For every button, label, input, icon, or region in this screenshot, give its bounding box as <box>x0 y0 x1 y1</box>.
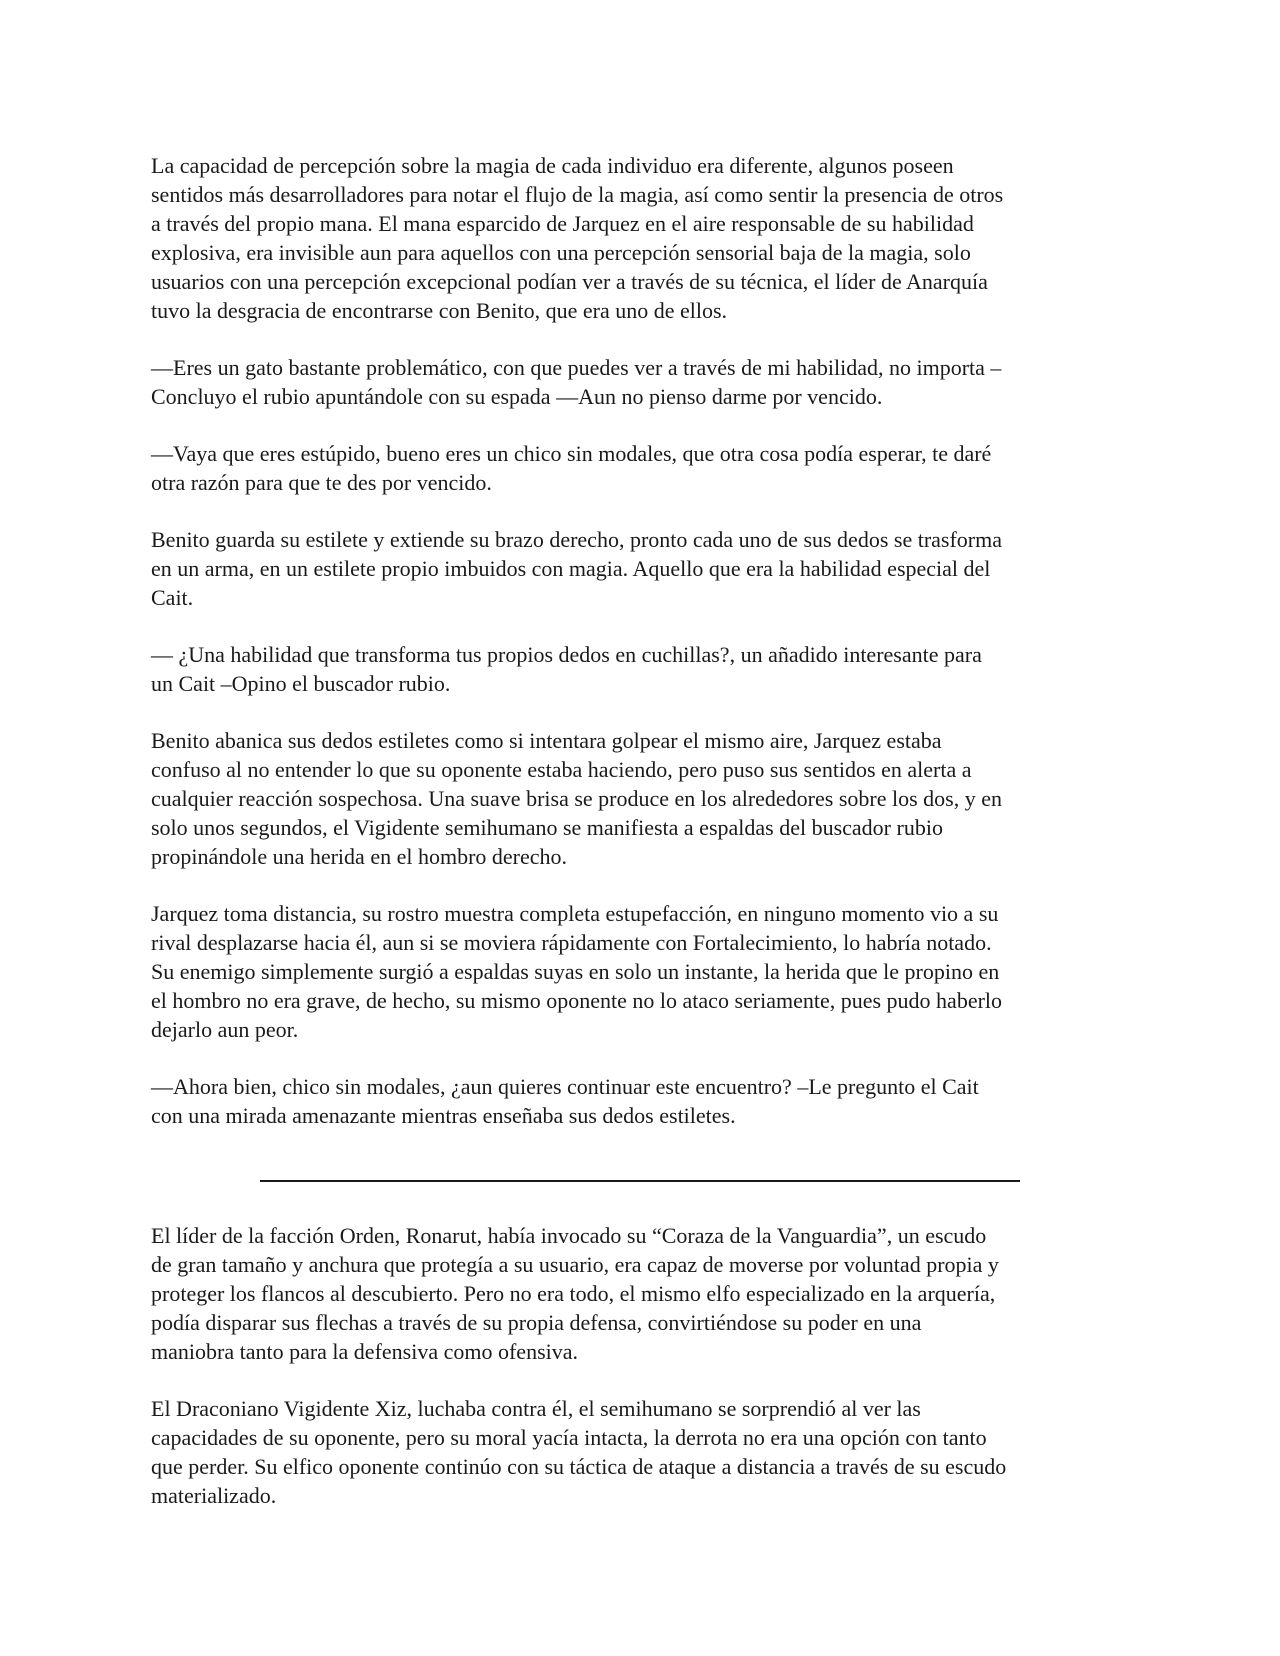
dialogue-paragraph: —Eres un gato bastante problemático, con que puedes ver a través de mi habilidad, no importa – Concluyo el rubio apuntándole con su espada —Aun no pienso darme por vencido. <box>151 355 1002 409</box>
paragraph: El líder de la facción Orden, Ronarut, había invocado su “Coraza de la Vanguardia”, un escudo de gran tamaño y anchura que protegía a su usuario, era capaz de moverse por voluntad propia y proteger los flancos al descubierto. Pero no era todo, el mismo elfo especializado en la arquería, podía disparar sus flechas a través de su propia defensa, convirtiéndose su poder en una maniobra tanto para la defensiva como ofensiva. <box>151 1223 999 1364</box>
dialogue-paragraph: —Vaya que eres estúpido, bueno eres un chico sin modales, que otra cosa podía esperar, te daré otra razón para que te des por vencido. <box>151 441 992 495</box>
paragraph: Benito abanica sus dedos estiletes como si intentara golpear el mismo aire, Jarquez estaba confuso al no entender lo que su oponente estaba haciendo, pero puso sus sentidos en alerta a cualquier reacción sospechosa. Una suave brisa se produce en los alrededores sobre los dos, y en solo unos segundos, el Vigidente semihumano se manifiesta a espaldas del buscador rubio propinándole una herida en el hombro derecho. <box>151 728 1002 869</box>
paragraph: La capacidad de percepción sobre la magia de cada individuo era diferente, algunos poseen sentidos más desarrolladores para notar el flujo de la magia, así como sentir la presencia de otros a través del propio mana. El mana esparcido de Jarquez en el aire responsable de su habilidad explosiva, era invisible aun para aquellos con una percepción sensorial baja de la magia, solo usuarios con una percepción excepcional podían ver a través de su técnica, el líder de Anarquía tuvo la desgracia de encontrarse con Benito, que era uno de ellos. <box>151 153 1004 323</box>
paragraph: Jarquez toma distancia, su rostro muestra completa estupefacción, en ninguno momento vio a su rival desplazarse hacia él, aun si se moviera rápidamente con Fortalecimiento, lo habría notado. Su enemigo simplemente surgió a espaldas suyas en solo un instante, la herida que le propino en el hombro no era grave, de hecho, su mismo oponente no lo ataco seriamente, pues pudo haberlo dejarlo aun peor. <box>151 901 1003 1042</box>
paragraph: Benito guarda su estilete y extiende su brazo derecho, pronto cada uno de sus dedos se trasforma en un arma, en un estilete propio imbuidos con magia. Aquello que era la habilidad especial del Cait. <box>151 527 1003 610</box>
dialogue-paragraph: —Ahora bien, chico sin modales, ¿aun quieres continuar este encuentro? –Le pregunto el Cait con una mirada amenazante mientras enseñaba sus dedos estiletes. <box>151 1074 979 1128</box>
document-page <box>151 151 1131 1538</box>
section-divider <box>260 1180 1020 1182</box>
paragraph: El Draconiano Vigidente Xiz, luchaba contra él, el semihumano se sorprendió al ver las capacidades de su oponente, pero su moral yacía intacta, la derrota no era una opción con tanto que perder. Su elfico oponente continúo con su táctica de ataque a distancia a través de su escudo materializado. <box>151 1396 1007 1508</box>
dialogue-paragraph: — ¿Una habilidad que transforma tus propios dedos en cuchillas?, un añadido interesante para un Cait –Opino el buscador rubio. <box>151 642 982 696</box>
